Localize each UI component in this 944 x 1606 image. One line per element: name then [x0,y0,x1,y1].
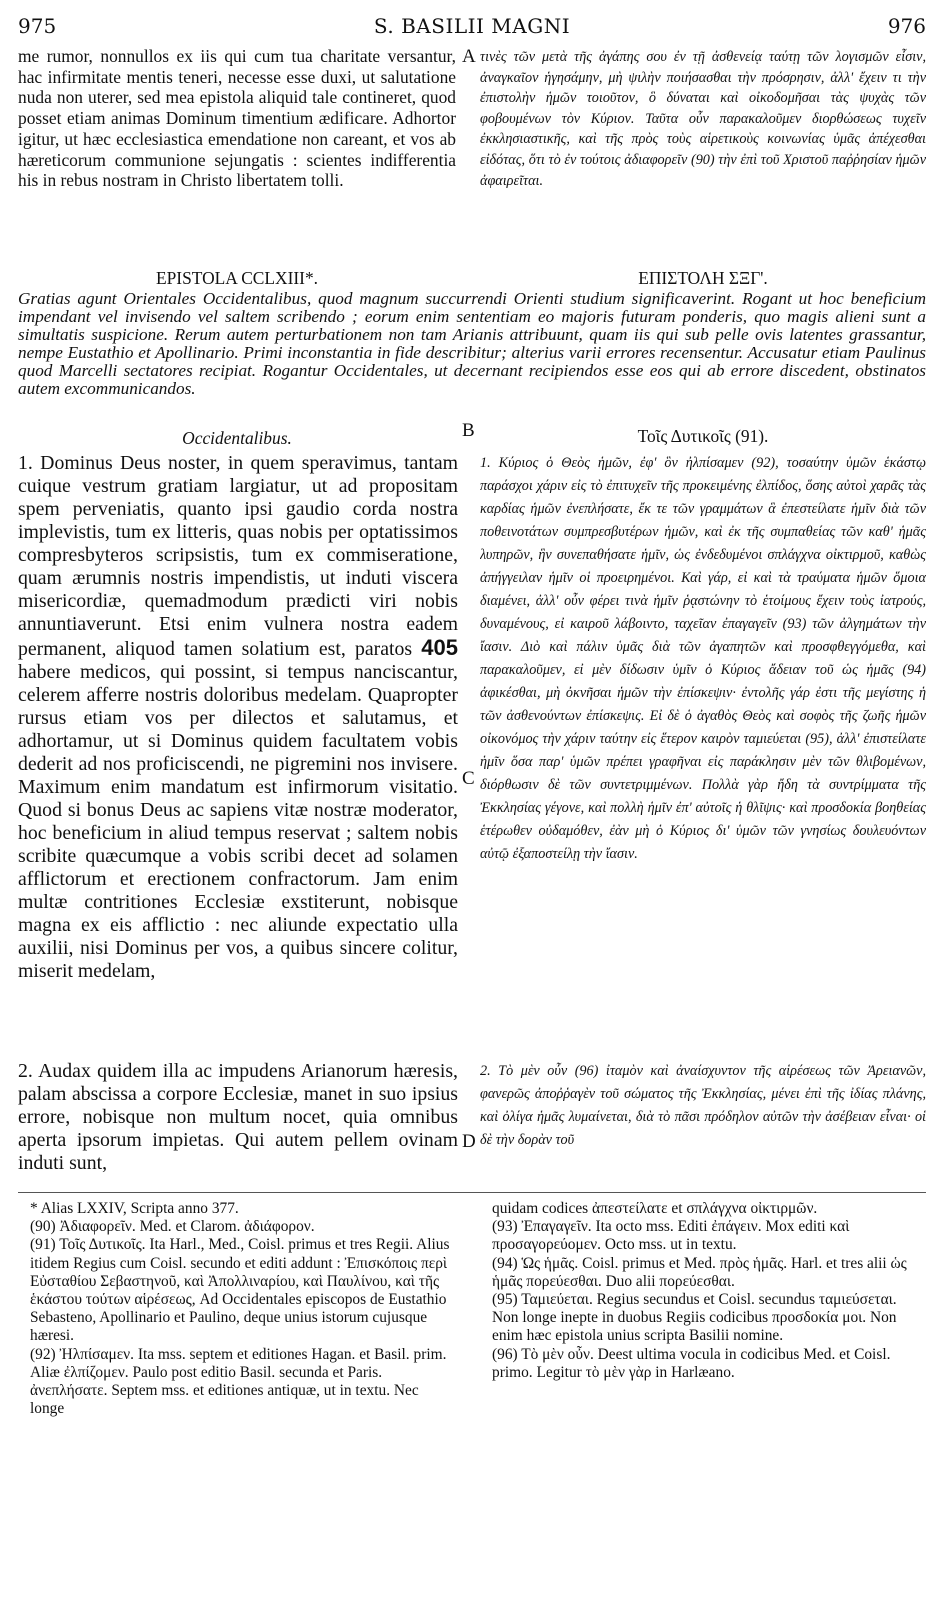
latin-continuation [18,46,456,264]
epistle-title-latin [18,268,456,290]
margin-marker-c: C [462,768,475,789]
section1-greek-text: 1. Κύριος ὁ Θεὸς ἡμῶν, ἐφ' ὃν ἠλπίσαμεν (92), τοσαύτην ὑμῶν ἑκάστῳ παράσχοι χάριν εἰς τὸ ἐπιτυχεῖν τῆς προκειμένης ἐλπίδος, ὅσης αὐτοὶ χαρᾶς τὰς καρδίας ἡμῶν ἐνεπλήσατε, ἔκ τε τῶν γραμμάτων ἃ ἐπεστείλατε ἡμῖν διὰ τῶν ποθεινοτάτων συμπρεσβυτέρων ἡμῶν, καὶ ἐκ τῆς συμπαθείας τῶν καθ' ἡμᾶς λυπηρῶν, ἣν συνεπαθήσατε ἡμῖν, ὡς ἐνδεδυμένοι σπλάγχνα οἰκτιρμοῦ, καθὼς ἀπήγγειλαν ἡμῖν οἱ προειρημένοι. Καὶ γάρ, εἰ καὶ τὰ τραύματα ἡμῶν ὅμοια διαμένει, ἀλλ' οὖν φέρει τινὰ ἡμῖν ῥᾳστώνην τὸ ἑτοίμους ἔχειν τοὺς ἰατρούς, δυναμένους, εἰ καιροῦ λάβοιντο, ταχεῖαν ἐπαγαγεῖν (93) τῶν ἀλγημάτων τὴν ἴασιν. Διὸ καὶ πάλιν ὑμᾶς διὰ τῶν ἀγαπητῶν καὶ προσφθεγγόμεθα, καὶ παρακαλοῦμεν, εἰ μὲν δίδωσιν ὑμῖν ὁ Κύριος ἄδειαν τοῦ ὡς ἡμᾶς (94) ἀφικέσθαι, μὴ ὀκνῆσαι ἡμῶν τὴν ἐπίσκεψιν· ἐντολῆς γάρ ἐστι τῆς μεγίστης ἡ τῶν ἀσθενούντων ἐπίσκεψις. Εἰ δὲ ὁ ἀγαθὸς Θεὸς καὶ σοφὸς τῆς ζωῆς ἡμῶν οἰκονόμος τὴν χάριν ταύτην εἰς ἕτερον καιρὸν ταμιεύεται (95), ἀλλ' ἐπιστείλατε ἡμῖν ὅσα παρ' ὑμῶν πρέπει γραφῆναι εἰς παράκλησιν μὲν τῶν θλιβομένων, διόρθωσιν δὲ τῶν συντετριμμένων. Πολλὰ γὰρ ἤδη τὰ συντρίμματα τῆς Ἐκκλησίας γέγονε, καὶ πολλὴ ἡμῖν ἐπ' αὐτοῖς ἡ θλῖψις· καὶ προσδοκία βοηθείας ἑτέρωθεν οὐδαμόθεν, ἐὰν μὴ ὁ Κύριος δι' ὑμῶν τῶν γνησίως δουλευόντων αὐτῷ ἐξαποστείλῃ τὴν ἴασιν. [480,455,926,862]
epistle-argument-text: Gratias agunt Orientales Occidentalibus, quod magnum succurrendi Orienti studium significaverint. Rogant ut hoc beneficium impendant vel invisendo vel saltem scribendo ; eorum enim sententiam eo majoris futuram ponderis, quo magis alieni sunt a simultatis suspicione. Rerum autem perturbationem non tam Arianis attribuunt, quam iis qui sub pelle ovis latentes grassantur, nempe Eustathio et Apollinario. Primi inconstantia in fide describitur; alterius varii errores recensentur. Accusatur etiam Paulinus quod Marcelli sectatores recipiat. Rogantur Occidentales, ut decernant recipiendos esse eos qui ab errore discedent, obstinatos autem excommunicandos. [18,290,926,399]
epistle-title-greek [480,268,926,290]
footnote-right-5: (96) Τὸ μὲν οὖν. Deest ultima vocula in codicibus Med. et Coisl. primo. Legitur τὸ μὲν γὰρ in Harlæano. [492,1345,891,1381]
section1-latin [18,452,458,1032]
footnote-divider [18,1192,926,1193]
margin-marker-d: D [462,1131,476,1152]
page-number-right: 976 [887,14,926,38]
footnotes-right [492,1200,926,1600]
section2-latin-text: 2. Audax quidem illa ac impudens Arianorum hæresis, palam abscissa a corpore Ecclesiæ, manet in suo ipsius errore, nobisque non multum nocet, quia omnibus aperta ipsorum impietas. Qui autem pellem ovinam induti sunt, [18,1060,458,1174]
footnote-right-4: (95) Ταμιεύεται. Regius secundus et Coisl. secundus ταμιεύσεται. Non longe inepte in duobus Regiis codicibus προσδοκία μοι. Non enim hæc epistola unius scripta Basilii nomine. [492,1291,897,1345]
section2-latin [18,1060,458,1180]
greek-continuation [480,47,926,263]
footnotes-left [30,1200,456,1600]
margin-marker-b: B [462,420,475,441]
addressee-latin [18,428,456,450]
footnote-right-2: (93) Ἐπαγαγεῖν. Ita octo mss. Editi ἐπάγειν. Mox editi καὶ προσαγορεύομεν. Octo mss. ut in textu. [492,1218,850,1254]
edition-page-number: 405 [421,635,458,660]
section1-latin-paragraph [18,452,458,983]
section1-greek [480,452,926,1048]
footnote-right-3: (94) Ὡς ἡμᾶς. Coisl. primus et Med. πρὸς ἡμᾶς. Harl. et tres alii ὡς ἡμᾶς πορεύεσθαι. Duo alii πορεύεσθαι. [492,1254,907,1290]
footnote-left-3: (91) Τοῖς Δυτικοῖς. Ita Harl., Med., Coisl. primus et tres Regii. Alius itidem Regius cum Coisl. secundo et editi addunt : Ἐπισκόποις περὶ Εὐσταθίου Σεβαστηνοῦ, καὶ Ἀπολλιναρίου, καὶ Παυλίνου, καὶ τῆς ἑκάστου τούτων αἱρέσεως, Ad Occidentales episcopos de Eustathio Sebasteno, Apollinario et Paulino, deque unius istorum cujusque hæresi. [30,1236,450,1345]
page-number-left: 975 [18,14,57,38]
epistle-argument [18,290,926,418]
greek-continuation-text: τινὲς τῶν μετὰ τῆς ἀγάπης σου ἐν τῇ ἀσθενείᾳ ταύτῃ τῶν λογισμῶν εἶσιν, ἀναγκαῖον ἡγησάμην, μὴ ψιλὴν ποιήσασθαι τὴν πρόσρησιν, ἀλλ' ἔχειν τι τὴν ἐπιστολὴν ἡμῶν τοιοῦτον, ὃ δύναται καὶ οἰκοδομῆσαι τὰς ψυχὰς τῶν φοβουμένων τὸν Κύριον. Ταῦτα οὖν παρακαλοῦμεν διορθώσεως τυχεῖν ἐκκλησιαστικῆς, καὶ τῆς πρὸς τοὺς αἱρετικοὺς κοινωνίας ὑμᾶς ἀπέχεσθαι εἰδότας, ὅτι τὸ ἐν τούτοις ἀδιαφορεῖν (90) τὴν ἐπὶ τοῦ Χριστοῦ παῤῥησίαν ἡμῶν ἀφαιρεῖται. [480,49,926,189]
section1-latin-before: 1. Dominus Deus noster, in quem speravimus, tantam cuique vestrum gratiam largiatur, ut ad propositam spem perveniatis, quanto ipsi gaudio corda nostra implevistis, tum ex litteris, quas nobis per optatissimos compresbyteros scripsistis, tum ex commiseratione, quam ærumnis nostris impendistis, ut induti viscera misericordiæ, quemadmodum prædicti viri nobis annuntiaverunt. Etsi enim vulnera nostra eadem permanent, aliquod tamen solatium est, paratos [18,452,458,660]
latin-continuation-text: me rumor, nonnullos ex iis qui cum tua charitate versantur, hac infirmitate mentis teneri, necesse esse duxi, ut salutatione nuda non uterer, sed mea epistola aliquid tale contineret, quod posset etiam animas Dominum timentium ædificare. Adhortor igitur, ut hæc ecclesiastica emendatione non careant, et vos ab hæreticorum communione sejungatis : scientes indifferentia his in rebus nostram in Christo libertatem tolli. [18,46,456,191]
addressee-latin-text: Occidentalibus. [182,428,292,448]
footnote-right-1: quidam codices ἀπεστείλατε et σπλάγχνα οἰκτιρμῶν. [492,1200,818,1217]
section2-greek-text: 2. Τὸ μὲν οὖν (96) ἰταμὸν καὶ ἀναίσχυντον τῆς αἱρέσεως τῶν Ἀρειανῶν, φανερῶς ἀποῤῥαγὲν τοῦ σώματος τῆς Ἐκκλησίας, μένει ἐπὶ τῆς ἰδίας πλάνης, καὶ ὀλίγα ἡμᾶς λυμαίνεται, διὰ τὸ πᾶσι πρόδηλον αὐτῶν τὴν ἀσέβειαν εἶναι· οἱ δὲ τὴν δορὰν τοῦ [480,1063,926,1148]
footnote-left-1: * Alias LXXIV, Scripta anno 377. [30,1200,239,1217]
footnote-left-4: (92) Ἠλπίσαμεν. Ita mss. septem et editiones Hagan. et Basil. prim. Aliæ ἐλπίζομεν. Paulo post editio Basil. secunda et Paris. ἀνεπλήσατε. Septem mss. et editiones antiquæ, ut in textu. Nec longe [30,1345,447,1418]
section1-latin-after: habere medicos, qui possint, si tempus nanciscantur, celerem afferre nostris doloribus medelam. Quapropter rursus etiam vos per dilectos et salutamus, et adhortamur, ut si Dominus quidem facultatem vobis dederit ad nos proficiscendi, ne pigremini nos invisere. Maximum enim mandatum est infirmorum visitatio. Quod si bonus Deus ac sapiens vitæ nostræ moderator, hoc beneficium in aliud tempus reservat ; saltem nobis scribite quæcumque a vobis scribi decet ad solamen afflictorum et erectionem confractorum. Jam enim multæ contritiones Ecclesiæ exstiterunt, nobisque magna ex eis afflictio : nec aliunde expectatio ulla auxilii, nisi Dominus per vos, a quibus sincere colitur, miserit medelam, [18,661,458,982]
running-title: S. BASILII MAGNI [373,14,571,38]
section2-greek [480,1060,926,1184]
epistle-title-latin-text: EPISTOLA CCLXIII*. [156,268,318,288]
addressee-greek [480,426,926,448]
footnote-left-2: (90) Ἀδιαφορεῖν. Med. et Clarom. ἀδιάφορον. [30,1218,315,1236]
addressee-greek-text: Τοῖς Δυτικοῖς (91). [637,426,769,446]
epistle-title-greek-text: ΕΠΙΣΤΟΛΗ ΣΞΓ'. [638,268,768,288]
margin-marker-a: A [462,46,476,67]
running-header [18,14,926,40]
